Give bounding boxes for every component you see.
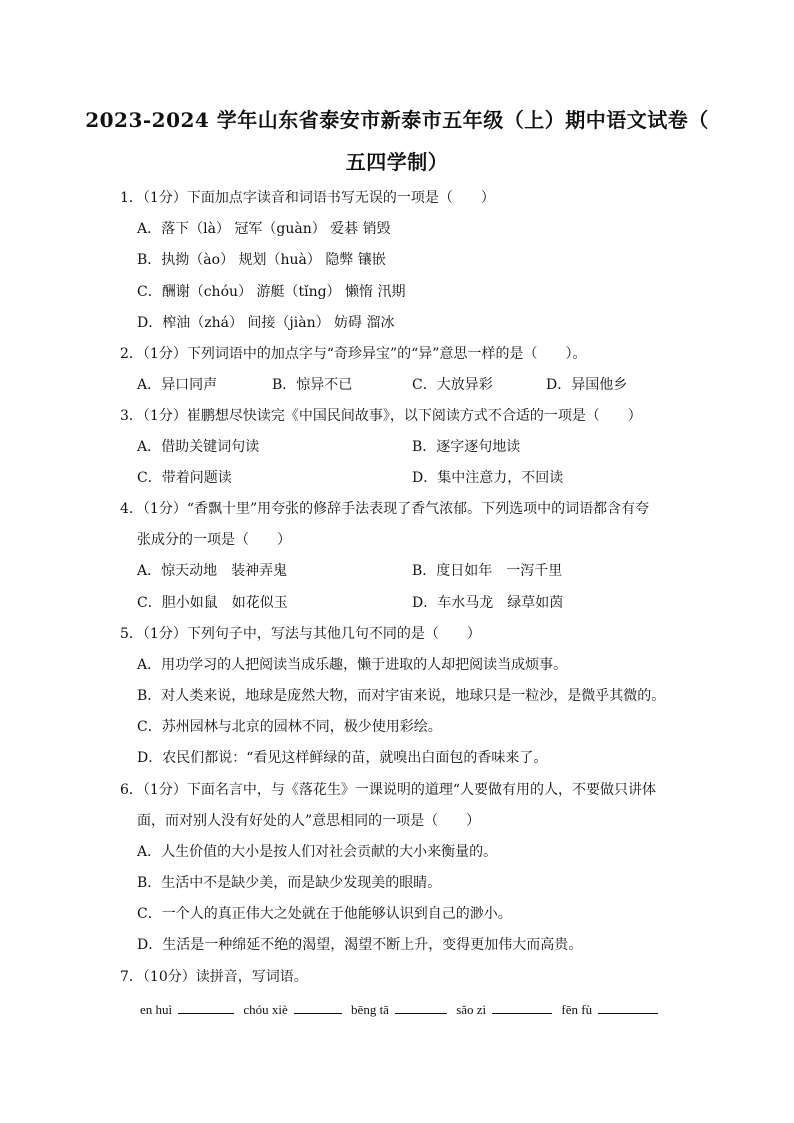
question-2-option-c: C．大放异彩 [412, 377, 493, 393]
question-4-option-b: B．度日如年 一泻千里 [412, 563, 563, 579]
question-5-option-b: B．对人类来说，地球是庞然大物，而对宇宙来说，地球只是一粒沙，是微乎其微的。 [137, 688, 666, 704]
pinyin-item: fēn fù [561, 1002, 593, 1017]
question-5-stem: 5．（1分）下列句子中，写法与其他几句不同的是（ ） [120, 626, 481, 642]
exam-title-line1: 2023-2024 学年山东省泰安市新泰市五年级（上）期中语文试卷（ [85, 108, 709, 132]
question-7-pinyin-row [140, 1001, 664, 1018]
answer-blank[interactable] [492, 1001, 552, 1014]
question-3-option-a: A．借助关键词句读 [137, 439, 260, 455]
question-2-option-a: A．异口同声 [137, 377, 218, 393]
question-5-option-a: A．用功学习的人把阅读当成乐趣，懒于进取的人却把阅读当成烦事。 [137, 657, 568, 673]
question-6-option-d: D．生活是一种绵延不绝的渴望，渴望不断上升，变得更加伟大而高贵。 [137, 937, 583, 953]
question-5-option-d: D．农民们都说：“看见这样鲜绿的苗，就嗅出白面包的香味来了。 [137, 750, 548, 766]
question-4-option-a: A．惊天动地 装神弄鬼 [137, 563, 288, 579]
question-1-option-d: D．榨油（zhá） 间接（jiàn） 妨碍 溜冰 [137, 315, 395, 331]
answer-blank[interactable] [395, 1001, 447, 1014]
question-3-stem: 3．（1分）崔鹏想尽快读完《中国民间故事》，以下阅读方式不合适的一项是（ ） [120, 408, 642, 424]
question-2-option-d: D．异国他乡 [546, 377, 628, 393]
question-3-option-c: C．带着问题读 [137, 470, 232, 486]
pinyin-item: en huì [140, 1002, 173, 1017]
question-2-stem: 2．（1分）下列词语中的加点字与“奇珍异宝”的“异”意思一样的是（ ）。 [120, 346, 587, 362]
question-6-stem-line2: 面，而对别人没有好处的人”意思相同的一项是（ ） [137, 813, 481, 829]
pinyin-item: sǎo zi [456, 1002, 487, 1017]
question-3-option-b: B．逐字逐句地读 [412, 439, 521, 455]
question-6-option-b: B．生活中不是缺少美，而是缺少发现美的眼睛。 [137, 875, 442, 891]
question-6-option-a: A．人生价值的大小是按人们对社会贡献的大小来衡量的。 [137, 844, 498, 860]
question-1-option-c: C．酬谢（chóu） 游艇（tǐng） 懒惰 汛期 [137, 284, 406, 300]
question-4-option-c: C．胆小如鼠 如花似玉 [137, 595, 288, 611]
pinyin-item: chóu xiè [243, 1002, 288, 1017]
question-5-option-c: C．苏州园林与北京的园林不同，极少使用彩绘。 [137, 719, 442, 735]
question-3-option-d: D．集中注意力，不回读 [412, 470, 564, 486]
question-1-stem: 1．（1分）下面加点字读音和词语书写无误的一项是（ ） [120, 190, 495, 206]
exam-title-line2: 五四学制） [345, 150, 449, 174]
pinyin-item: bēng tā [351, 1002, 389, 1017]
question-6-stem-line1: 6．（1分）下面名言中，与《落花生》一课说明的道理“人要做有用的人，不要做只讲体 [120, 782, 656, 798]
question-4-stem-line1: 4．（1分）“香飘十里”用夸张的修辞手法表现了香气浓郁。下列选项中的词语都含有夸 [120, 501, 650, 517]
question-7-stem: 7．（10分）读拼音，写词语。 [120, 969, 308, 985]
question-4-option-d: D．车水马龙 绿草如茵 [412, 595, 564, 611]
question-1-option-b: B．执拗（ào） 规划（huà） 隐弊 镶嵌 [137, 252, 386, 268]
answer-blank[interactable] [294, 1001, 342, 1014]
question-6-option-c: C．一个人的真正伟大之处就在于他能够认识到自己的渺小。 [137, 906, 512, 922]
question-2-option-b: B．惊异不已 [272, 377, 353, 393]
answer-blank[interactable] [598, 1001, 658, 1014]
question-4-stem-line2: 张成分的一项是（ ） [137, 532, 291, 548]
answer-blank[interactable] [178, 1001, 234, 1014]
question-1-option-a: A．落下（là） 冠军（guàn） 爱碁 销毁 [137, 221, 391, 237]
